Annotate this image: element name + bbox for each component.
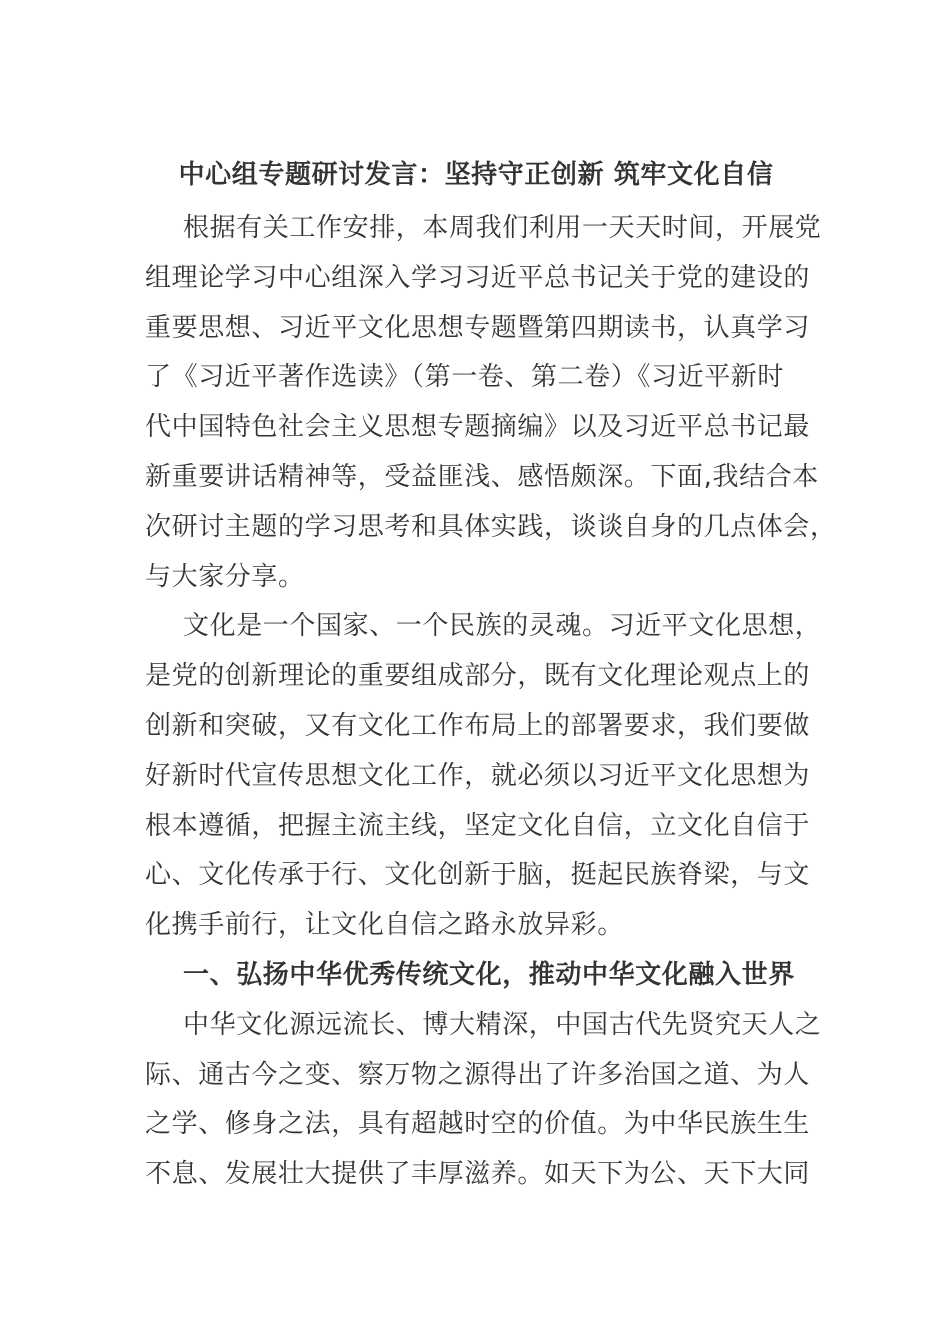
document-title: 中心组专题研讨发言：坚持守正创新 筑牢文化自信 [178,160,774,190]
paragraph-line: 化携手前行，让文化自信之路永放异彩。 [145,910,624,941]
paragraph-tradition [145,1001,822,1200]
paragraph-line: 创新和突破，又有文化工作布局上的部署要求，我们要做 [145,710,811,741]
paragraph-line: 新重要讲话精神等，受益匪浅、感悟颇深。下面,我结合本 [145,461,819,492]
paragraph-line: 中华文化源远流长、博大精深，中国古代先贤究天人之 [183,1009,822,1040]
paragraph-line: 次研讨主题的学习思考和具体实践，谈谈自身的几点体会， [145,511,837,542]
paragraph-line: 根据有关工作安排，本周我们利用一天天时间，开展党 [183,213,822,243]
paragraph-intro [145,204,837,602]
paragraph-line: 组理论学习中心组深入学习习近平总书记关于党的建设的 [145,262,811,293]
paragraph-culture [145,602,822,951]
section-heading: 一、弘扬中华优秀传统文化，推动中华文化融入世界 [183,959,795,990]
paragraph-line: 心、文化传承于行、文化创新于脑，挺起民族脊梁，与文 [145,860,811,891]
paragraph-line: 之学、修身之法，具有超越时空的价值。为中华民族生生 [145,1109,811,1140]
paragraph-line: 文化是一个国家、一个民族的灵魂。习近平文化思想， [183,611,822,642]
paragraph-line: 与大家分享。 [145,561,305,592]
paragraph-line: 际、通古今之变、察万物之源得出了许多治国之道、为人 [145,1059,811,1090]
document-body [145,152,837,1200]
paragraph-line: 是党的创新理论的重要组成部分，既有文化理论观点上的 [145,661,811,692]
paragraph-line: 重要思想、习近平文化思想专题暨第四期读书，认真学习 [145,312,811,343]
paragraph-line: 代中国特色社会主义思想专题摘编》以及习近平总书记最 [145,412,811,443]
paragraph-line: 根本遵循，把握主流主线，坚定文化自信，立文化自信于 [145,810,811,841]
paragraph-line: 了《习近平著作选读》（第一卷、第二卷）《习近平新时 [145,362,785,393]
paragraph-line: 好新时代宣传思想文化工作，就必须以习近平文化思想为 [145,760,811,791]
paragraph-line: 不息、发展壮大提供了丰厚滋养。如天下为公、天下大同 [145,1159,811,1190]
